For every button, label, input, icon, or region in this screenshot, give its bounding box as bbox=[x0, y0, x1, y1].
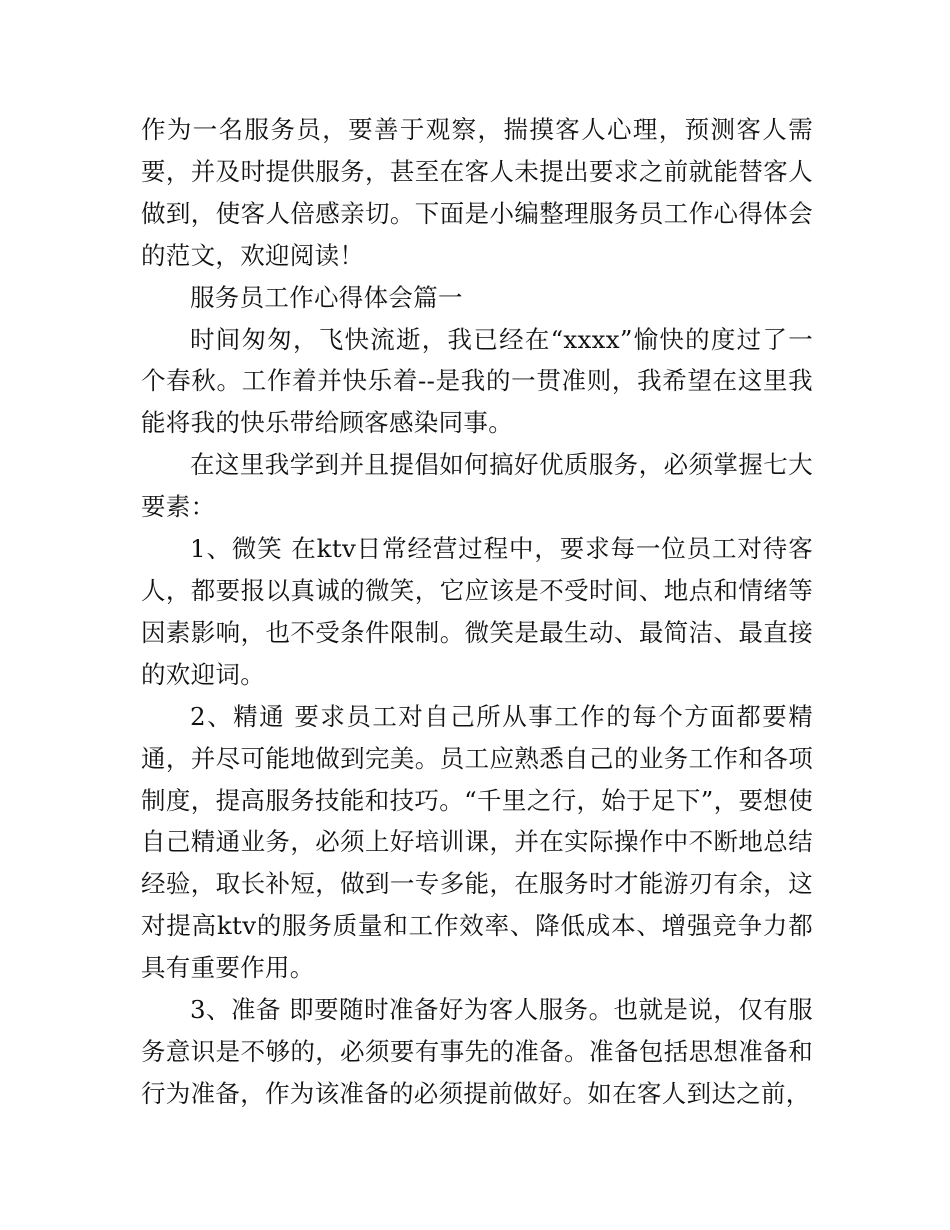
body-paragraph-4: 2、精通 要求员工对自己所从事工作的每个方面都要精通，并尽可能地做到完美。员工应熟悉自己的业务工作和各项制度，提高服务技能和技巧。“千里之行，始于足下”，要想使自己精通业务，必须上好培训课，并在实际操作中不断地总结经验，取长补短，做到一专多能，在服务时才能游刃有余，这对提高ktv的服务质量和工作效率、降低成本、增强竞争力都具有重要作用。 bbox=[141, 701, 813, 983]
body-paragraph-2: 在这里我学到并且提倡如何搞好优质服务，必须掌握七大要素： bbox=[141, 450, 813, 522]
body-paragraph-5: 3、准备 即要随时准备好为客人服务。也就是说，仅有服务意识是不够的，必须要有事先的准备。准备包括思想准备和行为准备，作为该准备的必须提前做好。如在客人到达之前， bbox=[141, 995, 813, 1108]
section-heading: 服务员工作心得体会篇一 bbox=[190, 282, 463, 312]
body-paragraph-3: 1、微笑 在ktv日常经营过程中，要求每一位员工对待客人，都要报以真诚的微笑，它应该是不受时间、地点和情绪等因素影响，也不受条件限制。微笑是最生动、最简洁、最直接的欢迎词。 bbox=[141, 534, 813, 689]
document-body bbox=[141, 109, 813, 1115]
intro-paragraph: 作为一名服务员，要善于观察，揣摸客人心理，预测客人需要，并及时提供服务，甚至在客人未提出要求之前就能替客人做到，使客人倍感亲切。下面是小编整理服务员工作心得体会的范文，欢迎阅读！ bbox=[141, 115, 813, 270]
body-paragraph-1: 时间匆匆，飞快流逝，我已经在“xxxx”愉快的度过了一个春秋。工作着并快乐着--是我的一贯准则，我希望在这里我能将我的快乐带给顾客感染同事。 bbox=[141, 324, 813, 438]
